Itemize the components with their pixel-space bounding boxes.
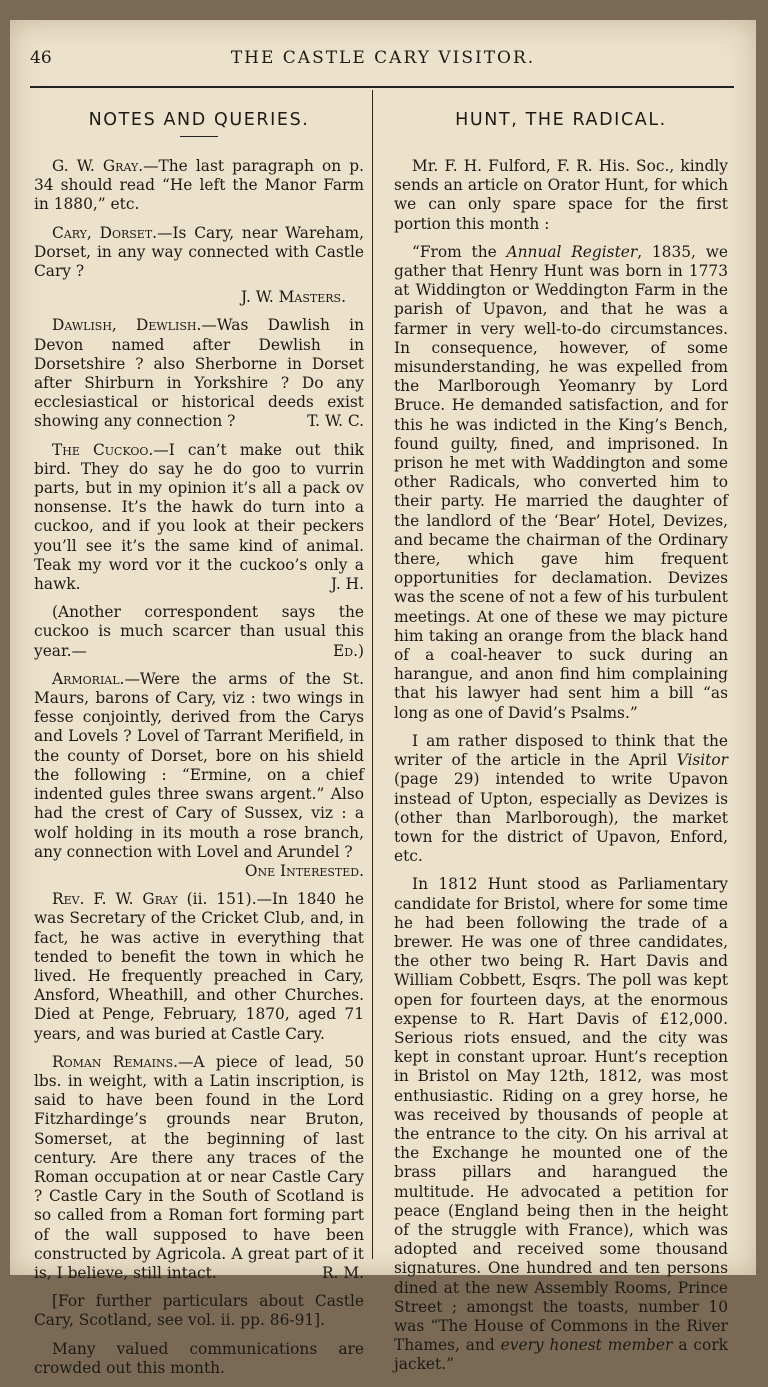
left-column	[34, 92, 364, 1387]
entry-lead: Cary, Dorset.	[52, 223, 158, 242]
bristol-italic: every honest member	[500, 1336, 673, 1355]
running-head	[10, 46, 756, 76]
visitor-text: I am rather disposed to think that the writer of the article in the April	[394, 731, 728, 770]
entry-lead: Armorial.	[52, 669, 125, 688]
column-divider	[372, 90, 373, 1259]
journal-title: THE CASTLE CARY VISITOR.	[230, 48, 536, 68]
entry-armorial	[34, 670, 364, 881]
entry-body: [For further particulars about Castle Cary, Scotland, see vol. ii. pp. 86-91].	[34, 1292, 364, 1330]
article-quote	[394, 243, 728, 723]
bristol-text: In 1812 Hunt stood as Parliamentary candidate for Bristol, where for some time he had been following the trade of a brewer. He was one of three candidates, the other two being R. Hart Davis and William Cobbett, Esqrs. The poll was kept open for fourteen days, at the enormous expense to R. Hart Davis of £12,000. Serious riots ensued, and the city was kept in constant uproar. Hunt’s reception in Bristol on May 12th, 1812, was most enthusiastic. Riding on a grey horse, he was received by thousands of people at the entrance to the city. On his arrival at the Exchange he mounted one of the brass pillars and harangued the multitude. He advocated a petition for peace (England being then in the height of the struggle with France), which was adopted and received some thousand signatures. One hundred and ten persons dined at the new Assembly Rooms, Prince Street ; amongst the toasts, number 10 was “The House of Commons in the River Thames, and	[394, 875, 728, 1355]
entry-body: —Is Cary, near Wareham, Dorset, in any way connected with Castle Cary ?	[34, 223, 364, 281]
entry-signature: R. M.	[321, 1263, 364, 1282]
entry-lead: Roman Remains.	[52, 1052, 179, 1071]
visitor-text: (page 29) intended to write Upavon instead of Upton, especially as Devizes is (other than Marlborough), the market town for the district of Upavon, Enford, etc.	[394, 770, 728, 866]
entry-cuckoo-editor-note	[34, 603, 364, 661]
entry-lead: The Cuckoo.	[52, 440, 154, 459]
entry-body: —Were the arms of the St. Maurs, barons of Cary, viz : two wings in fesse conjointly, derived from the Carys and Lovels ? Lovel of Tarrant Merifield, in the county of Dorset, bore on his shield the following : “Ermine, on a chief indented gules three swans argent.” Also had the crest of Cary of Sussex, viz : a wolf holding in its mouth a rose branch, any connection with Lovel and Arundel ?	[34, 669, 364, 861]
entry-dawlish	[34, 316, 364, 431]
entry-crowded-out	[34, 1340, 364, 1378]
entry-roman-remains	[34, 1053, 364, 1283]
entry-body: —The last paragraph on p. 34 should read “He left the Manor Farm in 1880,” etc.	[34, 157, 364, 214]
entry-body: —A piece of lead, 50 lbs. in weight, with a Latin inscription, is said to have been found in the Lord Fitzhardinge’s grounds near Bruton, Somerset, at the beginning of last century. Are there any traces of the Roman occupation at or near Castle Cary ? Castle Cary in the South of Scotland is so called from a Roman fort forming part of the wall supposed to have been constructed by Agricola. A great part of it is, I believe, still intact.	[34, 1052, 364, 1282]
entry-cary-dorset	[34, 224, 364, 282]
entry-gray-correction	[34, 157, 364, 215]
entry-body: Many valued communications are crowded out this month.	[34, 1339, 364, 1377]
entry-signature: One Interested.	[244, 861, 364, 880]
bristol-text: a cork jacket.”	[394, 1336, 728, 1374]
entry-body: —I can’t make out thik bird. They do say he do goo to vurrin parts, but in my opinion it’s all a pack ov nonsense. It’s the hawk do turn into a cuckoo, and if you look at their peckers you’ll see it’s the same kind of animal. Teak my word vor it the cuckoo’s only a hawk.	[34, 440, 364, 594]
entry-lead: Rev. F. W. Gray	[52, 890, 178, 909]
entry-body: (Another correspondent says the cuckoo is much scarcer than usual this year.—	[34, 603, 364, 660]
quote-text: “From the	[412, 242, 507, 261]
visitor-italic: Visitor	[676, 751, 728, 770]
entry-body: —Was Dawlish in Devon named after Dewlish in Dorsetshire ? also Sherborne in Dorset after Shirburn in Yorkshire ? Do any ecclesiastical or historical deeds exist showing any connection ?	[34, 316, 364, 431]
entry-signature: Ed.)	[333, 641, 364, 660]
article-bristol	[394, 875, 728, 1374]
right-column	[394, 92, 728, 1384]
entry-rev-gray	[34, 890, 364, 1044]
entry-further-particulars	[34, 1292, 364, 1330]
document-page	[10, 20, 756, 1377]
entry-lead: Dawlish, Dewlish.	[52, 316, 202, 335]
article-intro: Mr. F. H. Fulford, F. R. His. Soc., kindly sends an article on Orator Hunt, for which we can only spare space for the first portion this month :	[394, 157, 728, 233]
entry-signature: J. W. Masters.	[241, 288, 346, 307]
entry-signature: J. H.	[330, 575, 364, 594]
entry-cuckoo	[34, 441, 364, 595]
heading-rule	[180, 136, 218, 137]
page-number: 46	[30, 48, 52, 68]
quote-text: , 1835, we gather that Henry Hunt was born in 1773 at Widdington or Weddington Farm in the parish of Upavon, and that he was a farmer in very well-to-do circumstances. In consequence, however, of some misunderstanding, he was expelled from the Marlborough Yeomanry by Lord Bruce. He demanded satisfaction, and for this he was indicted in the King’s Bench, found guilty, fined, and imprisoned. In prison he met with Waddington and some other Radicals, who converted him to their party. He married the daughter of the landlord of the ‘Bear’ Hotel, Devizes, and became the chairman of the Ordinary there, which gave him frequent opportunities for declamation. Devizes was the scene of not a few of his turbulent meetings. At one of these we may picture him taking an orange from the black hand of a coal-heaver to suck during an harangue, and anon find him complaining that his lawyer had sent him a bill “as long as one of David’s Psalms.”	[394, 242, 728, 722]
left-heading: NOTES AND QUERIES.	[88, 110, 310, 130]
entry-signature: T. W. C.	[307, 412, 364, 431]
quote-italic: Annual Register	[506, 242, 638, 261]
entry-body: (ii. 151).—In 1840 he was Secretary of the Cricket Club, and, in fact, he was active in everything that tended to benefit the town in which he lived. He frequently preached in Cary, Ansford, Wheathill, and other Churches. Died at Penge, February, 1870, aged 71 years, and was buried at Castle Cary.	[34, 890, 364, 1043]
article-visitor-note	[394, 732, 728, 866]
header-rule	[30, 86, 734, 88]
entry-lead: G. W. Gray.	[52, 157, 144, 175]
right-heading: HUNT, THE RADICAL.	[455, 110, 667, 130]
